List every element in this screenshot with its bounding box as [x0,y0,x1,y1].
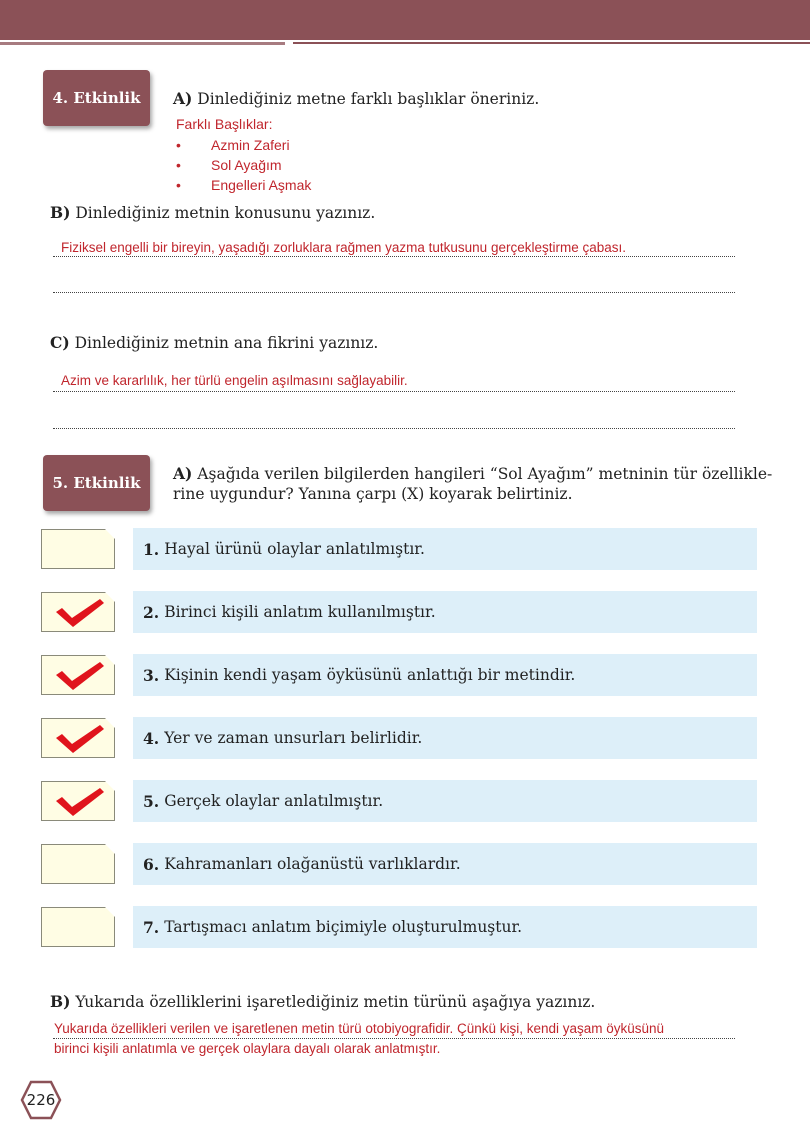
item-text: Kişinin kendi yaşam öyküsünü anlattığı bir metindir. [164,666,576,684]
list-item [133,591,757,633]
list-item [133,843,757,885]
part-a-line1: Aşağıda verilen bilgilerden hangileri “Sol Ayağım” metninin tür özellikle- [192,465,773,483]
checkbox[interactable] [41,718,115,758]
part-b-text: Yukarıda özelliklerini işaretlediğiniz metin türünü aşağıya yazınız. [70,993,596,1011]
checkbox[interactable] [41,655,115,695]
titles-list [176,135,311,195]
item-number: 6. [143,854,160,874]
check-mark-icon [52,785,108,819]
part-a-letter: A) [173,464,193,483]
part-a-text: Dinlediğiniz metne farklı başlıklar öneriniz. [192,90,540,108]
check-mark-icon [52,596,108,630]
answer-line [53,391,735,392]
list-item: • Azmin Zaferi [176,137,290,153]
list-item [133,906,757,948]
answer-line [53,1038,735,1039]
checkbox[interactable] [41,844,115,884]
part-b-letter: B) [50,992,71,1011]
part-b-letter: B) [50,203,71,222]
list-item: • Sol Ayağım [176,157,282,173]
item-text: Yer ve zaman unsurları belirlidir. [164,729,423,747]
checkbox[interactable] [41,907,115,947]
check-mark-icon [52,722,108,756]
part-c-letter: C) [50,333,70,352]
item-number: 7. [143,917,160,937]
item-number: 2. [143,602,160,622]
part-b-text: Dinlediğiniz metnin konusunu yazınız. [70,204,376,222]
list-item [133,717,757,759]
activity-4-part-b [50,203,375,223]
answer-line [53,256,735,257]
item-number: 1. [143,539,160,559]
item-text: Gerçek olaylar anlatılmıştır. [164,792,384,810]
list-item [133,654,757,696]
check-mark-icon [52,659,108,693]
activity-5-part-a [173,464,772,504]
page-number [20,1080,62,1120]
list-item: • Engelleri Aşmak [176,177,312,193]
checkbox[interactable] [41,592,115,632]
item-text: Kahramanları olağanüstü varlıklardır. [164,855,461,873]
activity-4-badge: 4. Etkinlik [43,70,150,126]
part-a-letter: A) [173,89,193,108]
header-rule [0,40,810,48]
activity-4-part-a [173,89,539,109]
item-number: 5. [143,791,160,811]
part-b-answer-line2: birinci kişili anlatımla ve gerçek olaylara dayalı olarak anlatmıştır. [54,1041,441,1056]
item-number: 4. [143,728,160,748]
answer-line [53,428,735,429]
activity-5-part-b [50,992,595,1012]
activity-5-badge: 5. Etkinlik [43,455,150,511]
titles-heading: Farklı Başlıklar: [176,116,273,132]
part-c-answer: Azim ve kararlılık, her türlü engelin aşılmasını sağlayabilir. [61,373,408,388]
item-text: Tartışmacı anlatım biçimiyle oluşturulmuştur. [164,918,523,936]
list-item [133,528,757,570]
part-c-text: Dinlediğiniz metnin ana fikrini yazınız. [69,334,379,352]
item-number: 3. [143,665,160,685]
activity-4-part-c [50,333,378,353]
answer-line [53,292,735,293]
checkbox[interactable] [41,781,115,821]
header-band [0,0,810,40]
item-text: Birinci kişili anlatım kullanılmıştır. [164,603,436,621]
part-b-answer: Fiziksel engelli bir bireyin, yaşadığı zorluklara rağmen yazma tutkusunu gerçekleştirme çabası. [61,240,626,255]
part-a-line2: rine uygundur? Yanına çarpı (X) koyarak belirtiniz. [173,485,573,503]
checkbox[interactable] [41,529,115,569]
page-number-text: 226 [26,1091,56,1109]
part-b-answer-line1: Yukarıda özellikleri verilen ve işaretlenen metin türü otobiyografidir. Çünkü kişi, kendi yaşam öyküsünü [54,1021,665,1036]
item-text: Hayal ürünü olaylar anlatılmıştır. [164,540,425,558]
list-item [133,780,757,822]
